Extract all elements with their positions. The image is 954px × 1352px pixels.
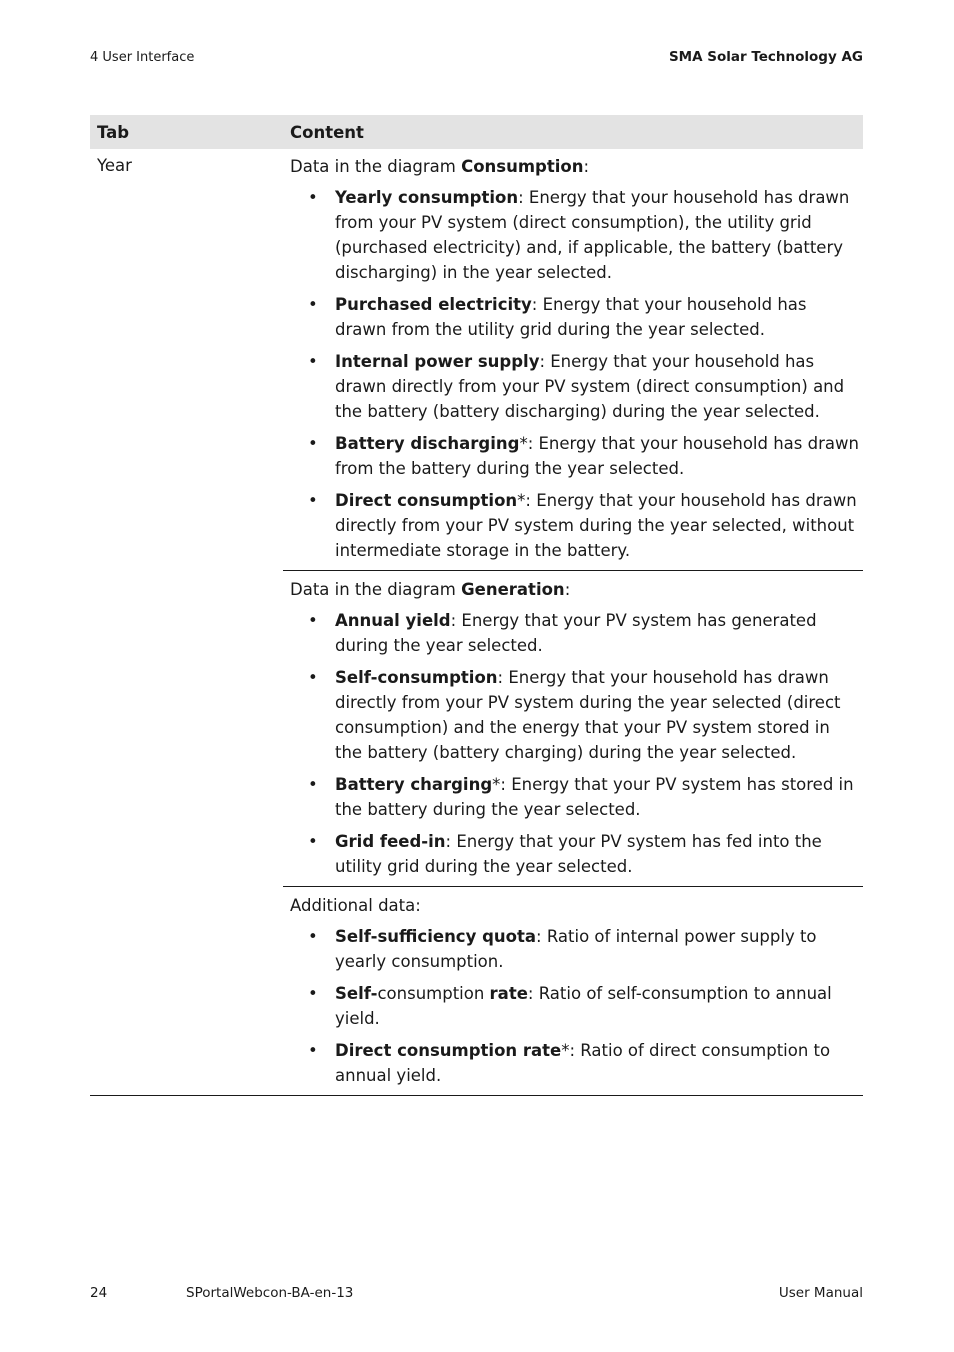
item-description: : Energy that your PV system has generated during the year selected. <box>335 611 817 655</box>
page-number: 24 <box>90 1285 108 1301</box>
row-content-cell <box>283 149 863 1095</box>
table-row <box>90 149 863 1096</box>
item-term: Battery discharging <box>335 434 520 453</box>
bullet-list <box>290 924 863 1088</box>
section-intro-suffix: : <box>583 157 590 176</box>
bullet-icon: • <box>308 984 318 1003</box>
item-footnote-marker: * <box>492 775 501 794</box>
list-item <box>290 1038 863 1088</box>
content-section <box>283 149 863 570</box>
section-intro-text: Data in the diagram <box>290 580 462 599</box>
section-intro-text: Data in the diagram <box>290 157 462 176</box>
bullet-icon: • <box>308 668 318 687</box>
bullet-icon: • <box>308 491 318 510</box>
bullet-icon: • <box>308 188 318 207</box>
item-term: Yearly consumption <box>335 188 519 207</box>
section-intro-diagram-name: Consumption <box>461 157 584 176</box>
section-intro <box>290 577 863 602</box>
content-section <box>283 570 863 886</box>
bullet-icon: • <box>308 832 318 851</box>
bullet-icon: • <box>308 775 318 794</box>
column-header-tab: Tab <box>97 122 130 142</box>
list-item <box>290 924 863 974</box>
bullet-icon: • <box>308 611 318 630</box>
bullet-list <box>290 608 863 879</box>
section-intro-diagram-name: Generation <box>461 580 565 599</box>
item-term: Grid feed-in <box>335 832 446 851</box>
item-term: Direct consumption <box>335 491 518 510</box>
item-description: : Energy that your household has drawn from the utility grid during the year selected. <box>335 295 807 339</box>
table-header-row <box>90 115 863 149</box>
item-term: Self- <box>335 984 378 1003</box>
item-description: : Ratio of internal power supply to yearly consumption. <box>335 927 817 971</box>
item-description: : Energy that your household has drawn directly from your PV system during the year selected (direct consumption) and the energy that your PV system stored in the battery (battery charging) during the year selected. <box>335 668 841 762</box>
list-item <box>290 981 863 1031</box>
column-header-content: Content <box>290 122 364 142</box>
bullet-icon: • <box>308 1041 318 1060</box>
header-company: SMA Solar Technology AG <box>668 49 863 65</box>
row-tab-label: Year <box>97 156 132 175</box>
content-table <box>90 115 863 1096</box>
section-intro <box>290 893 863 918</box>
bullet-icon: • <box>308 434 318 453</box>
list-item <box>290 292 863 342</box>
item-term-middle: consumption <box>377 984 490 1003</box>
item-term: Annual yield <box>335 611 451 630</box>
document-id: SPortalWebcon-BA-en-13 <box>186 1285 354 1301</box>
item-term: Self-sufficiency quota <box>335 927 537 946</box>
bullet-icon: • <box>308 352 318 371</box>
item-description: : Energy that your PV system has fed into the utility grid during the year selected. <box>335 832 822 876</box>
content-section <box>283 886 863 1095</box>
item-description: : Energy that your household has drawn directly from your PV system (direct consumption) and the battery (battery discharging) during the year selected. <box>335 352 845 421</box>
bullet-icon: • <box>308 927 318 946</box>
item-term: Purchased electricity <box>335 295 532 314</box>
item-term: Self-consumption <box>335 668 498 687</box>
bullet-icon: • <box>308 295 318 314</box>
item-description: : Energy that your household has drawn from your PV system (direct consumption), the utility grid (purchased electricity) and, if applicable, the battery (battery discharging) in the year selected. <box>335 188 850 282</box>
list-item <box>290 608 863 658</box>
list-item <box>290 431 863 481</box>
item-description: : Ratio of direct consumption to annual yield. <box>335 1041 831 1085</box>
item-term: Direct consumption rate <box>335 1041 562 1060</box>
list-item <box>290 829 863 879</box>
list-item <box>290 488 863 563</box>
item-footnote-marker: * <box>561 1041 570 1060</box>
section-intro-text: Additional data: <box>290 896 421 915</box>
item-footnote-marker: * <box>517 491 526 510</box>
document-title: User Manual <box>778 1285 863 1301</box>
item-term-end: rate <box>489 984 528 1003</box>
list-item <box>290 349 863 424</box>
section-intro <box>290 154 863 179</box>
list-item <box>290 665 863 765</box>
item-term: Internal power supply <box>335 352 540 371</box>
bullet-list <box>290 185 863 563</box>
item-description: : Energy that your household has drawn from the battery during the year selected. <box>335 434 859 478</box>
item-description: : Ratio of self-consumption to annual yield. <box>335 984 832 1028</box>
item-term: Battery charging <box>335 775 493 794</box>
header-section-title: 4 User Interface <box>90 50 195 65</box>
item-description: : Energy that your PV system has stored in the battery during the year selected. <box>335 775 854 819</box>
section-intro-suffix: : <box>564 580 571 599</box>
list-item <box>290 772 863 822</box>
item-description: : Energy that your household has drawn directly from your PV system during the year selected, without intermediate storage in the battery. <box>335 491 857 560</box>
list-item <box>290 185 863 285</box>
item-footnote-marker: * <box>519 434 528 453</box>
